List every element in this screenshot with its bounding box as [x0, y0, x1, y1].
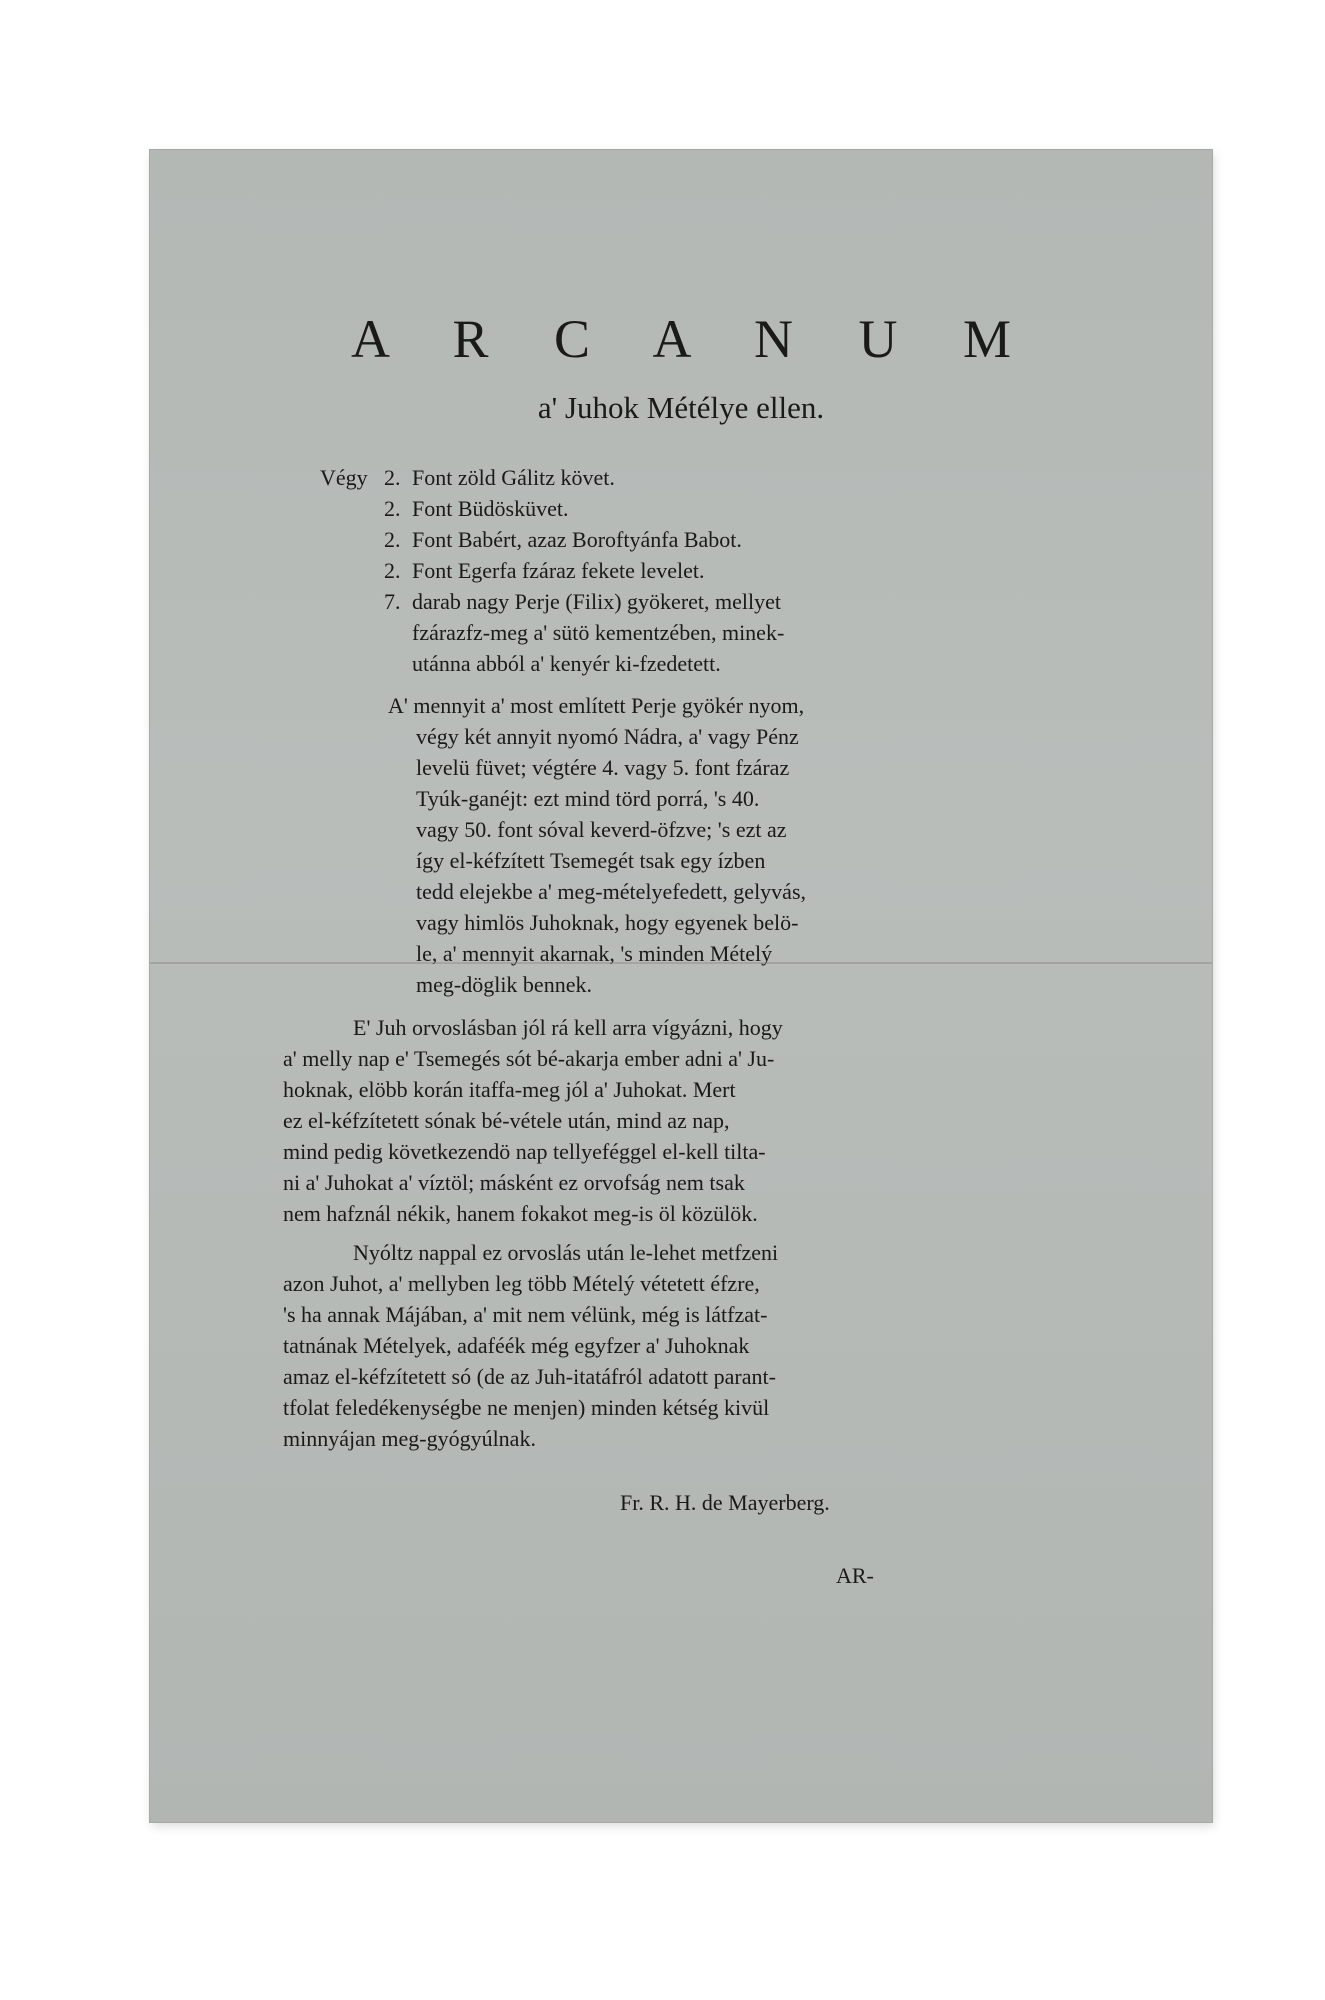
paragraph-line: hoknak, elöbb korán itaffa-meg jól a' Juhokat. Mert: [283, 1077, 736, 1102]
recipe-qty: 2.: [384, 465, 401, 490]
recipe-item: [320, 493, 784, 524]
recipe-item: [320, 555, 784, 586]
recipe-text: Font Büdösküvet.: [412, 496, 569, 521]
recipe-lead: Végy: [320, 465, 368, 490]
signature: Fr. R. H. de Mayerberg.: [620, 1490, 830, 1515]
recipe-text: darab nagy Perje (Filix) gyökeret, mellyet: [412, 589, 781, 614]
catchword: AR-: [836, 1563, 874, 1588]
recipe-qty: 2.: [384, 496, 401, 521]
recipe-continuation: fzárazfz-meg a' sütö kementzében, minek-: [412, 620, 785, 645]
recipe-qty: 2.: [384, 558, 401, 583]
paragraph-line: le, a' mennyit akarnak, 's minden Mételý: [416, 941, 773, 966]
paragraph-line: vagy himlös Juhoknak, hogy egyenek belö-: [416, 910, 799, 935]
document-subtitle: a' Juhok Métélye ellen.: [537, 390, 825, 425]
paragraph-line: végy két annyit nyomó Nádra, a' vagy Pénz: [416, 724, 799, 749]
paragraph-line: levelü füvet; végtére 4. vagy 5. font fzáraz: [416, 755, 790, 780]
recipe-text: Font Egerfa fzáraz fekete levelet.: [412, 558, 705, 583]
paragraph-3: [283, 1237, 778, 1454]
paragraph-line: így el-kéfzített Tsemegét tsak egy ízben: [416, 848, 766, 873]
recipe-item: [320, 586, 784, 617]
recipe-text: Font Babért, azaz Boroftyánfa Babot.: [412, 527, 742, 552]
recipe-list: [320, 462, 784, 679]
paragraph-line: ez el-kéfzítetett sónak bé-vétele után, mind az nap,: [283, 1108, 730, 1133]
paragraph-1: [388, 690, 806, 1000]
document-content: [150, 150, 1212, 1822]
paragraph-line: Nyóltz nappal ez orvoslás után le-lehet metfzeni: [353, 1240, 779, 1265]
paragraph-line: tedd elejekbe a' meg-mételyefedett, gelyvás,: [416, 879, 807, 904]
paragraph-line: amaz el-kéfzítetett só (de az Juh-itatáfról adatott parant-: [283, 1364, 776, 1389]
paragraph-line: a' melly nap e' Tsemegés sót bé-akarja ember adni a' Ju-: [283, 1046, 775, 1071]
paragraph-line: A' mennyit a' most említett Perje gyökér nyom,: [388, 693, 805, 718]
recipe-text: Font zöld Gálitz követ.: [412, 465, 615, 490]
paragraph-line: azon Juhot, a' mellyben leg több Mételý vétetett éfzre,: [283, 1271, 760, 1296]
paragraph-line: Tyúk-ganéjt: ezt mind törd porrá, 's 40.: [416, 786, 760, 811]
paragraph-line: nem hafznál nékik, hanem fokakot meg-is öl közülök.: [283, 1201, 758, 1226]
recipe-item: [320, 462, 784, 493]
paragraph-line: vagy 50. font sóval keverd-öfzve; 's ezt az: [416, 817, 787, 842]
recipe-continuation: utánna abból a' kenyér ki-fzedetett.: [412, 651, 721, 676]
paragraph-line: E' Juh orvoslásban jól rá kell arra vígyázni, hogy: [353, 1015, 783, 1040]
paragraph-line: mind pedig következendö nap tellyeféggel el-kell tilta-: [283, 1139, 766, 1164]
document-title: A R C A N U M: [350, 309, 1038, 369]
paragraph-line: 's ha annak Májában, a' mit nem vélünk, még is látfzat-: [283, 1302, 768, 1327]
paragraph-line: ni a' Juhokat a' víztöl; másként ez orvofság nem tsak: [283, 1170, 745, 1195]
recipe-qty: 7.: [384, 589, 401, 614]
paragraph-line: minnyájan meg-gyógyúlnak.: [283, 1426, 536, 1451]
recipe-item: [320, 524, 784, 555]
recipe-qty: 2.: [384, 527, 401, 552]
paragraph-line: meg-döglik bennek.: [416, 972, 592, 997]
document-sheet: [150, 150, 1212, 1822]
paragraph-line: tatnának Mételyek, adaféék még egyfzer a' Juhoknak: [283, 1333, 750, 1358]
paragraph-line: tfolat feledékenységbe ne menjen) minden kétség kivül: [283, 1395, 770, 1420]
paragraph-2: [283, 1012, 783, 1229]
